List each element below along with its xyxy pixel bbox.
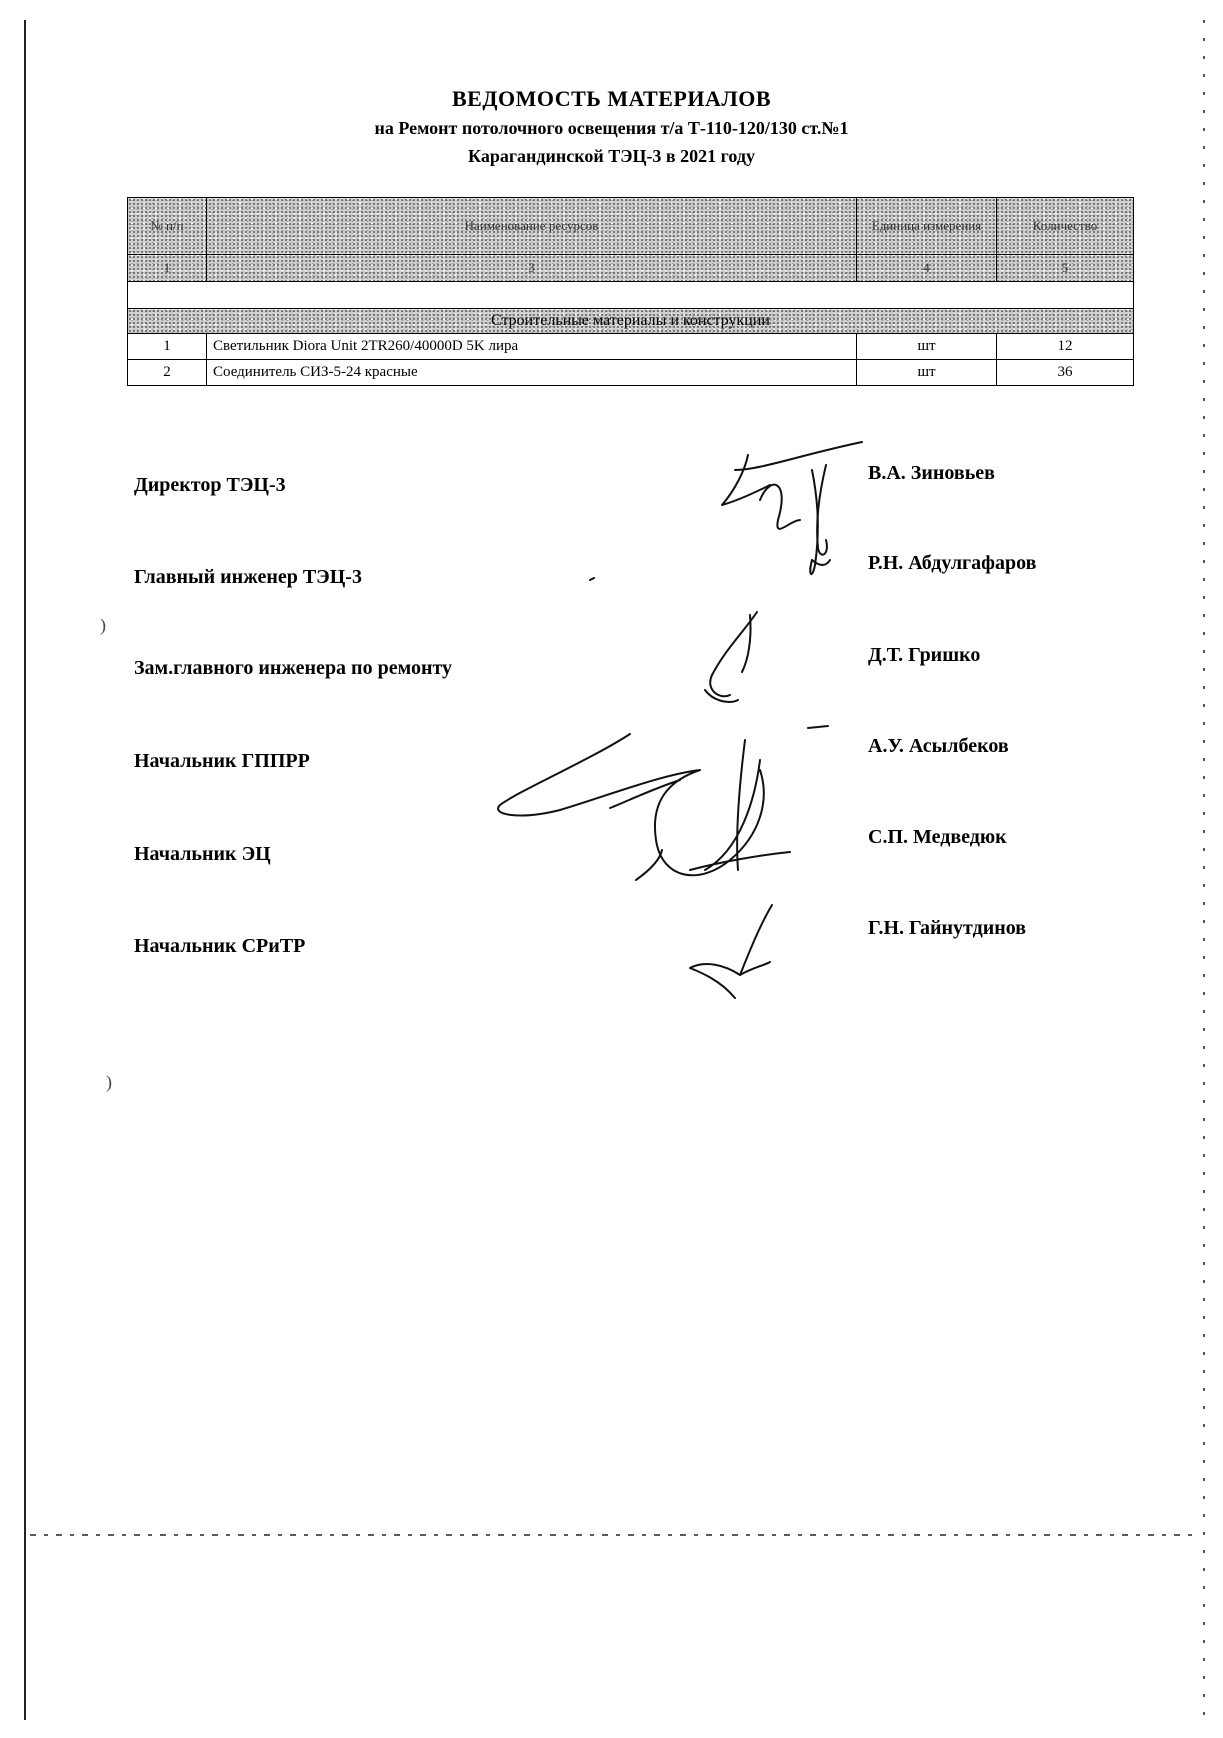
signatory-name: Д.Т. Гришко — [868, 644, 981, 666]
signatory-name: В.А. Зиновьев — [868, 462, 995, 484]
header-unit: Единица измерения — [857, 198, 997, 255]
column-number: 3 — [207, 255, 857, 282]
header-name: Наименование ресурсов — [207, 198, 857, 255]
row-num: 1 — [128, 334, 207, 360]
signatory-name: Р.Н. Абдулгафаров — [868, 552, 1037, 574]
header-num: № п/п — [128, 198, 207, 255]
signature-director — [722, 442, 862, 574]
document-subtitle-1: на Ремонт потолочного освещения т/а Т-110-120/130 ст.№1 — [374, 118, 849, 138]
document-subtitle-2: Карагандинской ТЭЦ-3 в 2021 году — [468, 146, 755, 166]
scan-edge-left — [24, 20, 26, 1720]
table-blank-row — [128, 282, 1134, 309]
signature-src — [690, 905, 772, 998]
document-title: ВЕДОМОСТЬ МАТЕРИАЛОВ — [451, 86, 772, 111]
scan-dashed-line — [30, 1534, 1200, 1536]
table-header-row — [128, 198, 1134, 255]
row-qty: 36 — [997, 360, 1134, 386]
header-qty: Количество — [997, 198, 1134, 255]
signatory-role: Директор ТЭЦ-3 — [134, 474, 286, 496]
signature-chief-engineer — [812, 465, 830, 565]
signatory-role: Начальник ГППРР — [134, 750, 310, 772]
column-number: 5 — [997, 255, 1134, 282]
table-section-row — [128, 309, 1134, 334]
signature-deputy — [705, 612, 757, 702]
row-num: 2 — [128, 360, 207, 386]
row-name: Светильник Diora Unit 2TR260/40000D 5K лира — [207, 334, 857, 360]
column-number: 4 — [857, 255, 997, 282]
signature-gpprr — [498, 734, 790, 880]
signatory-role: Зам.главного инженера по ремонту — [134, 657, 453, 679]
row-unit: шт — [857, 360, 997, 386]
row-name: Соединитель СИЗ-5-24 красные — [207, 360, 857, 386]
signatory-name: Г.Н. Гайнутдинов — [868, 917, 1027, 939]
table-row — [128, 360, 1134, 386]
signatory-name: А.У. Асылбеков — [868, 735, 1009, 757]
signatory-name: С.П. Медведюк — [868, 826, 1007, 848]
scan-mark: ) — [106, 1072, 112, 1092]
scan-edge-right — [1203, 20, 1205, 1720]
section-title: Строительные материалы и конструкции — [128, 309, 1134, 334]
row-unit: шт — [857, 334, 997, 360]
column-number: 1 — [128, 255, 207, 282]
table-row — [128, 334, 1134, 360]
scan-mark: ) — [100, 615, 106, 635]
signatory-role: Начальник СРиТР — [134, 935, 306, 957]
table-column-numbers-row — [128, 255, 1134, 282]
signatory-role: Главный инженер ТЭЦ-3 — [134, 566, 362, 588]
materials-table — [127, 197, 1134, 386]
row-qty: 12 — [997, 334, 1134, 360]
signatory-role: Начальник ЭЦ — [134, 843, 271, 865]
